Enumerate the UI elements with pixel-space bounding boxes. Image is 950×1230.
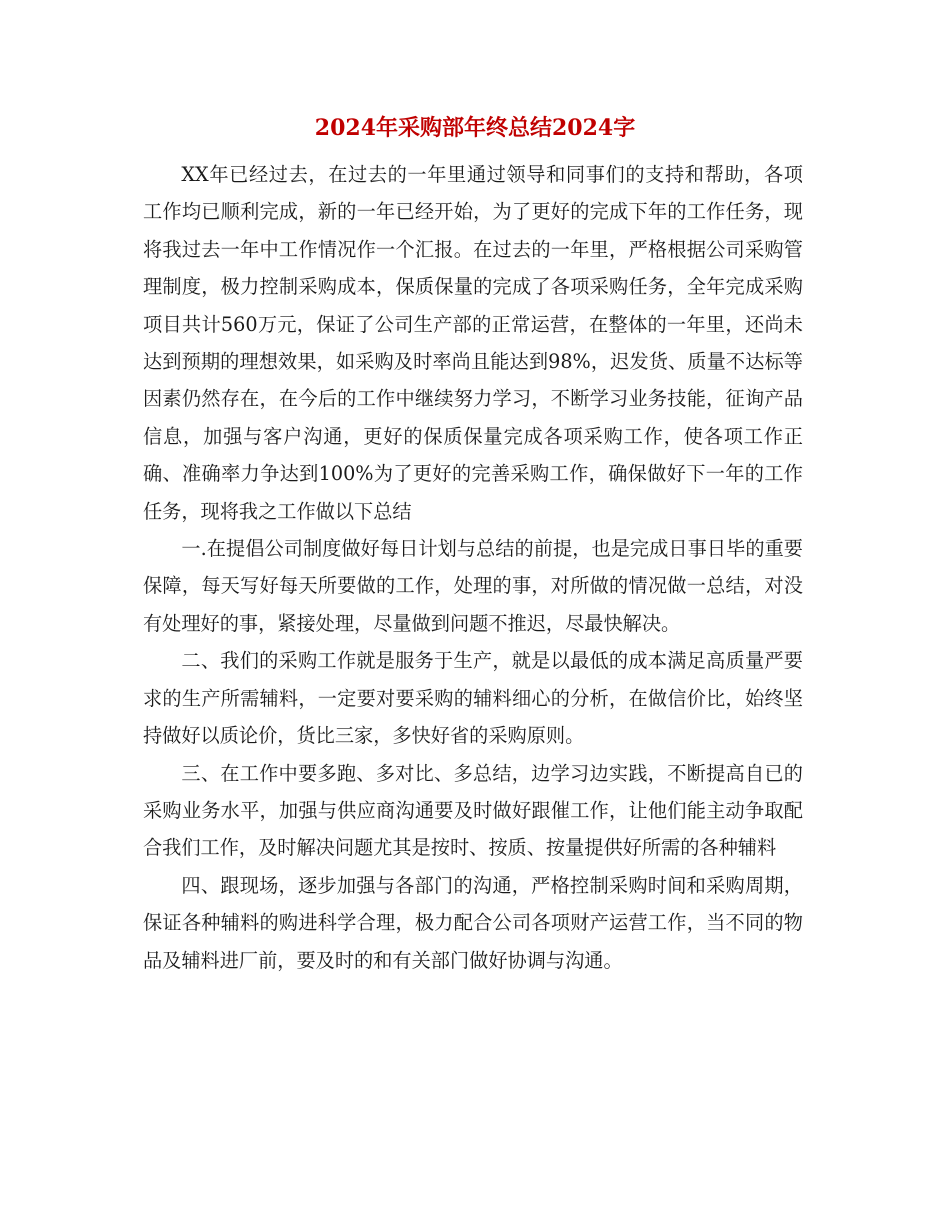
paragraph-point-3: 三、在工作中要多跑、多对比、多总结，边学习边实践，不断提高自已的采购业务水平，加强与供应商沟通要及时做好跟催工作，让他们能主动争取配合我们工作，及时解决问题尤其是按时、按质、按量提供好所需的各种辅料 <box>143 761 803 860</box>
paragraph-point-2: 二、我们的采购工作就是服务于生产，就是以最低的成本满足高质量严要求的生产所需辅料，一定要对要采购的辅料细心的分析，在做信价比，始终坚持做好以质论价，货比三家，多快好省的采购原则。 <box>143 649 803 748</box>
document-body <box>143 156 803 979</box>
document-title: 2024年采购部年终总结2024字 <box>314 115 636 141</box>
paragraph-intro: XX年已经过去，在过去的一年里通过领导和同事们的支持和帮助，各项工作均已顺利完成，新的一年已经开始，为了更好的完成下年的工作任务，现将我过去一年中工作情况作一个汇报。在过去的一年里，严格根据公司采购管理制度，极力控制采购成本，保质保量的完成了各项采购任务，全年完成采购项目共计560万元，保证了公司生产部的正常运营，在整体的一年里，还尚未达到预期的理想效果，如采购及时率尚且能达到98%，迟发货、质量不达标等因素仍然存在，在今后的工作中继续努力学习，不断学习业务技能，征询产品信息，加强与客户沟通，更好的保质保量完成各项采购工作，使各项工作正确、准确率力争达到100%为了更好的完善采购工作，确保做好下一年的工作任务，现将我之工作做以下总结 <box>143 163 803 523</box>
paragraph-point-1: 一.在提倡公司制度做好每日计划与总结的前提，也是完成日事日毕的重要保障，每天写好每天所要做的工作，处理的事，对所做的情况做一总结，对没有处理好的事，紧接处理，尽量做到问题不推迟，尽最快解决。 <box>143 537 803 635</box>
paragraph-point-4: 四、跟现场，逐步加强与各部门的沟通，严格控制采购时间和采购周期，保证各种辅料的购进科学合理，极力配合公司各项财产运营工作，当不同的物品及辅料进厂前，要及时的和有关部门做好协调与沟通。 <box>143 873 803 972</box>
